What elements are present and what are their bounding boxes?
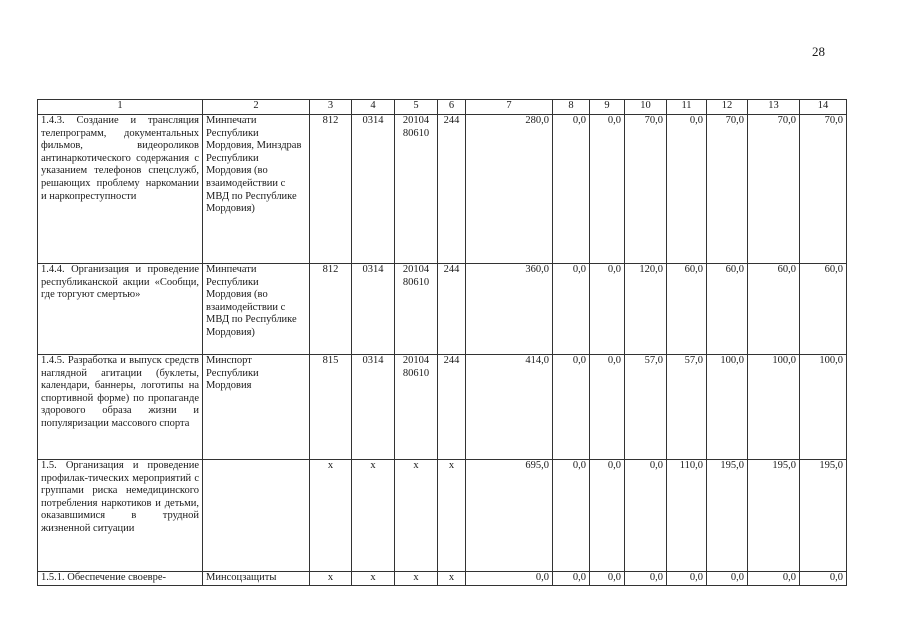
section-code-cell: 0314	[352, 115, 395, 264]
executor-cell: Минпечати Республики Мордовия (во взаимодействии с МВД по Республике Мордовия)	[203, 264, 310, 355]
value-cell: 70,0	[707, 115, 748, 264]
activity-cell: 1.4.5. Разработка и выпуск средств наглядной агитации (буклеты, календари, баннеры, логотипы на спортивной форме) по пропаганде здорового образа жизни и популяризации массового спорта	[38, 355, 203, 460]
table-row	[38, 115, 847, 264]
column-header: 1	[38, 100, 203, 115]
ministry-code-cell: 812	[310, 115, 352, 264]
total-cell: 360,0	[466, 264, 553, 355]
column-header: 5	[395, 100, 438, 115]
total-cell: 280,0	[466, 115, 553, 264]
executor-cell: Минспорт Республики Мордовия	[203, 355, 310, 460]
value-cell: 0,0	[553, 572, 590, 586]
value-cell: 195,0	[800, 460, 847, 572]
table-row	[38, 355, 847, 460]
expense-type-cell: х	[438, 572, 466, 586]
page-number: 28	[812, 44, 825, 59]
value-cell: 0,0	[553, 355, 590, 460]
executor-cell: Минпечати Республики Мордовия, Минздрав Республики Мордовия (во взаимодействии с МВД по Республике Мордовия)	[203, 115, 310, 264]
value-cell: 0,0	[590, 355, 625, 460]
value-cell: 0,0	[590, 264, 625, 355]
value-cell: 110,0	[667, 460, 707, 572]
value-cell: 0,0	[590, 460, 625, 572]
value-cell: 0,0	[667, 115, 707, 264]
value-cell: 70,0	[748, 115, 800, 264]
section-code-cell: 0314	[352, 264, 395, 355]
column-header: 13	[748, 100, 800, 115]
target-article-cell: 20104 80610	[395, 264, 438, 355]
column-header: 11	[667, 100, 707, 115]
target-article-cell: х	[395, 460, 438, 572]
value-cell: 0,0	[553, 460, 590, 572]
value-cell: 0,0	[625, 572, 667, 586]
section-code-cell: х	[352, 460, 395, 572]
column-header: 14	[800, 100, 847, 115]
column-header: 8	[553, 100, 590, 115]
value-cell: 0,0	[590, 115, 625, 264]
value-cell: 0,0	[625, 460, 667, 572]
ministry-code-cell: 815	[310, 355, 352, 460]
section-code-cell: х	[352, 572, 395, 586]
expense-type-cell: 244	[438, 264, 466, 355]
ministry-code-cell: х	[310, 572, 352, 586]
table-row	[38, 572, 847, 586]
value-cell: 57,0	[625, 355, 667, 460]
activity-cell: 1.4.3. Создание и трансляция телепрограмм, документальных фильмов, видеороликов антинаркотического содержания с указанием телефонов спецслужб, решающих проблему наркомании и наркопреступности	[38, 115, 203, 264]
value-cell: 0,0	[553, 115, 590, 264]
value-cell: 0,0	[800, 572, 847, 586]
value-cell: 195,0	[707, 460, 748, 572]
column-header: 9	[590, 100, 625, 115]
total-cell: 695,0	[466, 460, 553, 572]
executor-cell	[203, 460, 310, 572]
column-header: 2	[203, 100, 310, 115]
executor-cell: Минсоцзащиты	[203, 572, 310, 586]
table-row	[38, 460, 847, 572]
column-header: 3	[310, 100, 352, 115]
activity-cell: 1.4.4. Организация и проведение республиканской акции «Сообщи, где торгуют смертью»	[38, 264, 203, 355]
value-cell: 195,0	[748, 460, 800, 572]
value-cell: 120,0	[625, 264, 667, 355]
table-row	[38, 264, 847, 355]
value-cell: 100,0	[707, 355, 748, 460]
value-cell: 0,0	[590, 572, 625, 586]
ministry-code-cell: х	[310, 460, 352, 572]
column-header: 4	[352, 100, 395, 115]
value-cell: 0,0	[748, 572, 800, 586]
target-article-cell: х	[395, 572, 438, 586]
section-code-cell: 0314	[352, 355, 395, 460]
value-cell: 100,0	[748, 355, 800, 460]
column-header: 12	[707, 100, 748, 115]
expense-type-cell: 244	[438, 115, 466, 264]
total-cell: 414,0	[466, 355, 553, 460]
target-article-cell: 20104 80610	[395, 355, 438, 460]
column-number-row	[38, 100, 847, 115]
value-cell: 70,0	[800, 115, 847, 264]
value-cell: 0,0	[667, 572, 707, 586]
column-header: 10	[625, 100, 667, 115]
expense-type-cell: х	[438, 460, 466, 572]
column-header: 7	[466, 100, 553, 115]
value-cell: 57,0	[667, 355, 707, 460]
value-cell: 60,0	[707, 264, 748, 355]
target-article-cell: 20104 80610	[395, 115, 438, 264]
expense-type-cell: 244	[438, 355, 466, 460]
ministry-code-cell: 812	[310, 264, 352, 355]
value-cell: 0,0	[707, 572, 748, 586]
value-cell: 60,0	[748, 264, 800, 355]
value-cell: 70,0	[625, 115, 667, 264]
value-cell: 60,0	[800, 264, 847, 355]
column-header: 6	[438, 100, 466, 115]
activity-cell: 1.5. Организация и проведение профилак-тических мероприятий с группами риска немедицинского потребления наркотиков и детьми, оказавшимися в трудной жизненной ситуации	[38, 460, 203, 572]
activity-cell: 1.5.1. Обеспечение своевре-	[38, 572, 203, 586]
total-cell: 0,0	[466, 572, 553, 586]
budget-table	[37, 99, 847, 586]
value-cell: 0,0	[553, 264, 590, 355]
value-cell: 60,0	[667, 264, 707, 355]
value-cell: 100,0	[800, 355, 847, 460]
